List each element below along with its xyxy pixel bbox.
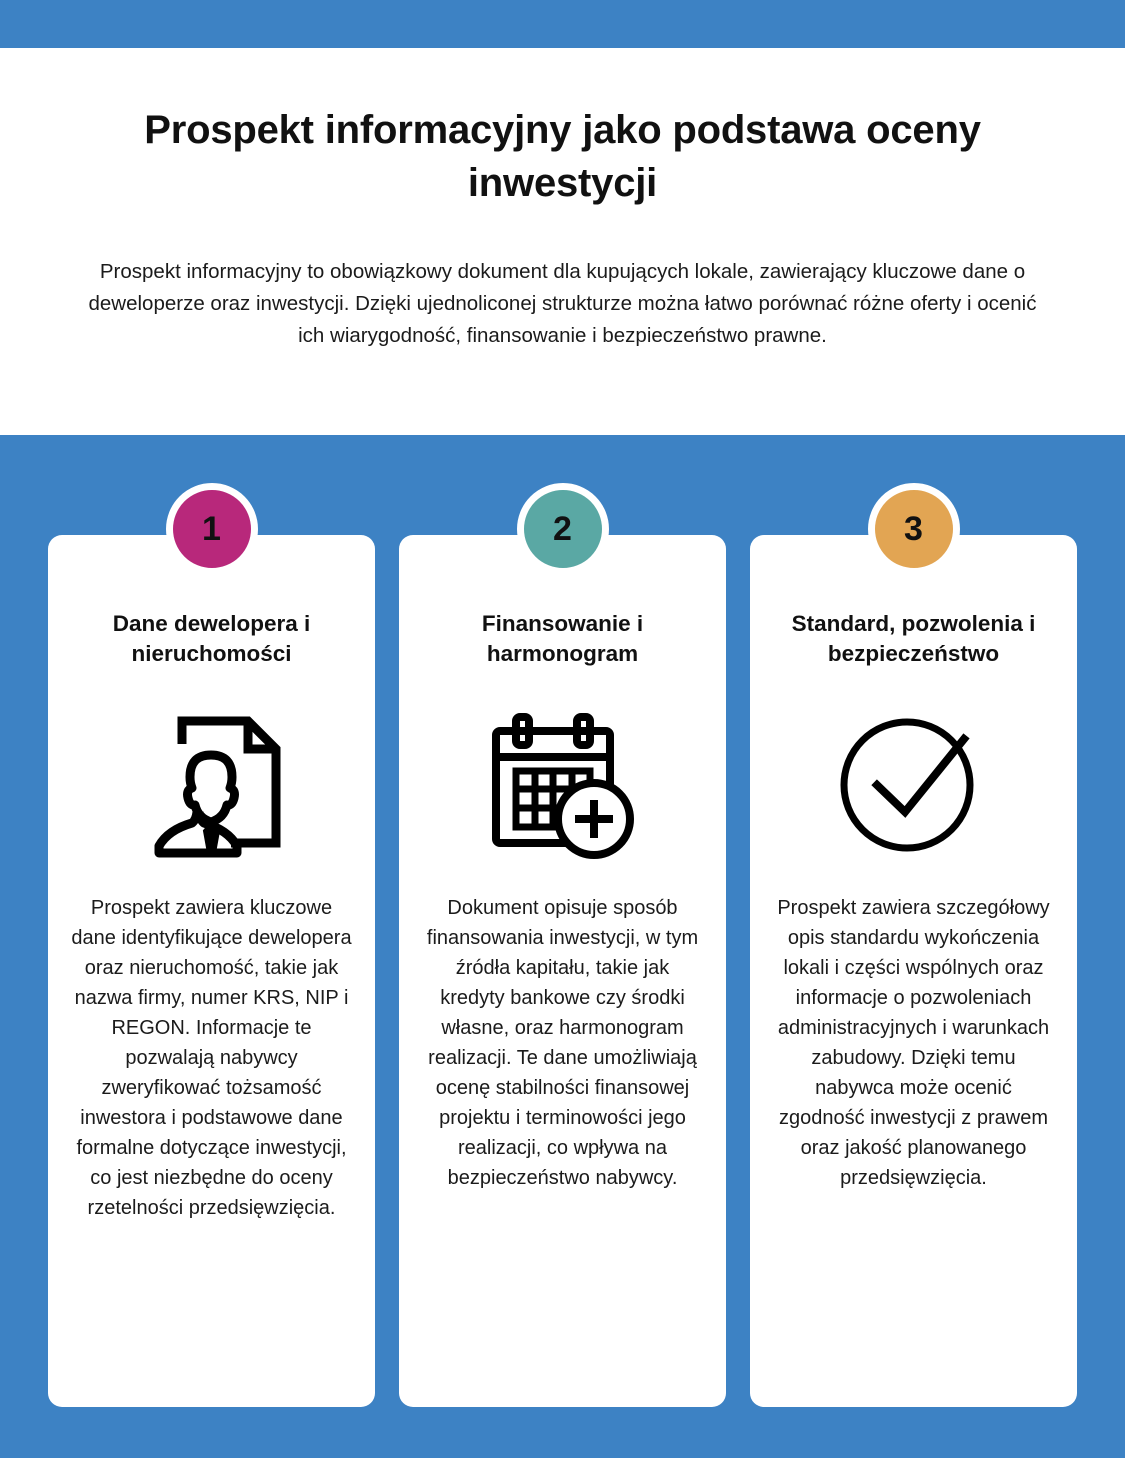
- cards-section: [0, 435, 1125, 1458]
- card-dane-dewelopera[interactable]: [48, 510, 375, 1407]
- calendar-plus-icon: [488, 709, 638, 859]
- page-title: Prospekt informacyjny jako podstawa oceny inwestycji: [144, 108, 981, 205]
- person-document-icon: [136, 709, 288, 859]
- intro-paragraph: Prospekt informacyjny to obowiązkowy dokument dla kupujących lokale, zawierający kluczowe dane o deweloperze oraz inwestycji. Dzięki ujednoliconej strukturze można łatwo porównać różne oferty i ocenić ich wiarygodność, finansowanie i bezpieczeństwo prawne.: [88, 259, 1037, 348]
- card-finansowanie[interactable]: [399, 510, 726, 1407]
- check-circle-icon: [839, 709, 989, 859]
- card-number-badge-1: 1: [166, 483, 258, 575]
- card-body-2: Dokument opisuje sposób finansowania inwestycji, w tym źródła kapitału, takie jak kredyty bankowe czy środki własne, oraz harmonogram realizacji. Te dane umożliwiają ocenę stabilności finansowej projektu i terminowości jego realizacji, co wpływa na bezpieczeństwo nabywcy.: [426, 897, 699, 1189]
- card-title-2: Finansowanie i harmonogram: [481, 611, 644, 667]
- card-number-badge-3: 3: [868, 483, 960, 575]
- card-body-1: Prospekt zawiera kluczowe dane identyfikujące dewelopera oraz nieruchomość, takie jak nazwa firmy, numer KRS, NIP i REGON. Informacje te pozwalają nabywcy zweryfikować tożsamość inwestora i podstawowe dane formalne dotyczące inwestycji, co jest niezbędne do oceny rzetelności przedsięwzięcia.: [71, 897, 352, 1219]
- card-body-3: Prospekt zawiera szczegółowy opis standardu wykończenia lokali i części wspólnych oraz informacje o pozwoleniach administracyjnych i warunkach zabudowy. Dzięki temu nabywca może ocenić zgodność inwestycji z prawem oraz jakość planowanego przedsięwzięcia.: [777, 897, 1050, 1189]
- header-section: [0, 48, 1125, 435]
- card-title-3: Standard, pozwolenia i bezpieczeństwo: [791, 611, 1036, 667]
- card-title-1: Dane dewelopera i nieruchomości: [112, 611, 311, 667]
- cards-container: [48, 510, 1077, 1407]
- top-accent-bar: [0, 0, 1125, 48]
- card-number-badge-2: 2: [517, 483, 609, 575]
- card-standard-pozwolenia[interactable]: [750, 510, 1077, 1407]
